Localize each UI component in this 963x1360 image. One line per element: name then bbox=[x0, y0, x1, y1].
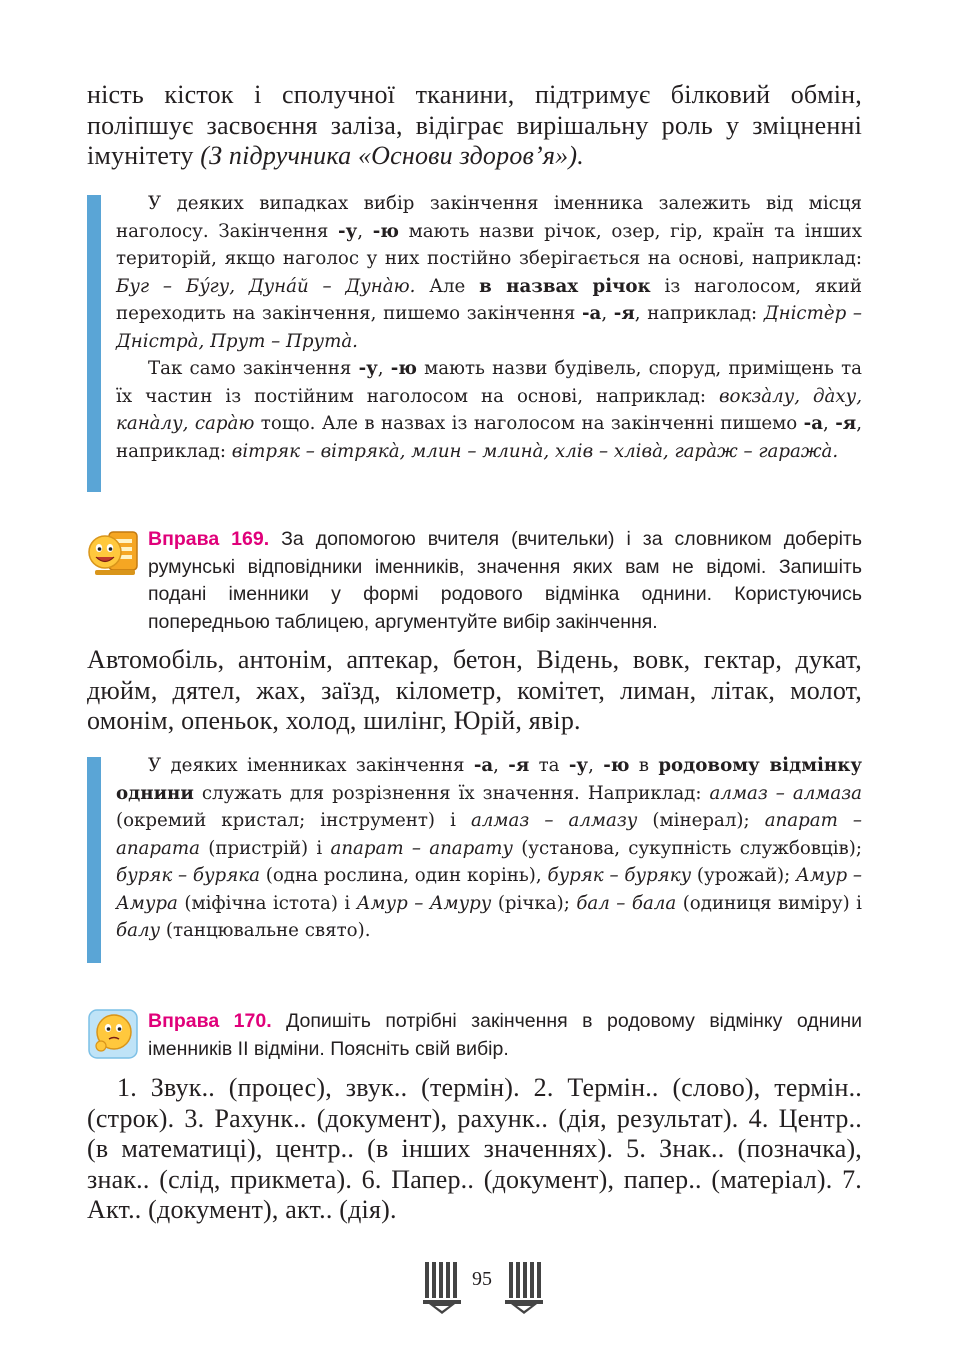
thinking-smiley-icon bbox=[87, 1008, 139, 1060]
exercise-169-text: Вправа 169. За допомогою вчителя (вчительки) і за словником доберіть румунські відповідники іменників, значення яких вам не відомі. Запишіть подані іменники у формі родового відмінка однини. Користуючись попередньою таблицею, аргументуйте вибір закінчення. bbox=[148, 528, 862, 633]
rule-box-2 bbox=[87, 752, 862, 945]
exercise-170-text: Вправа 170. Допишіть потрібні закінчення в родовому відмінку однини іменників II відміни. Поясніть свій вибір. bbox=[148, 1010, 862, 1060]
page-number: 95 bbox=[472, 1268, 492, 1290]
exercise-169 bbox=[87, 526, 862, 636]
exercise-169-title: Вправа 169. bbox=[148, 528, 270, 550]
rule1-paragraph-2: Так само закінчення -у, -ю мають назви будівель, споруд, приміщень та їх частин із постійним наголосом на основі, наприклад: вокзàлу, дàху, канàлу, сарàю тощо. Але в назвах із наголосом на закінченні пишемо -а, -я, наприклад: вітряк – вітрякà, млин – млинà, хлів – хлівà, гарàж – гаражà. bbox=[116, 358, 862, 462]
folk-ornament-icon bbox=[503, 1258, 545, 1314]
folk-ornament-icon bbox=[421, 1258, 463, 1314]
intro-paragraph bbox=[87, 80, 862, 172]
rule-box-1 bbox=[87, 190, 862, 465]
page-footer bbox=[0, 1258, 963, 1318]
exercise-170-title: Вправа 170. bbox=[148, 1010, 272, 1032]
intro-source: (З підручника «Основи здоров’я»). bbox=[200, 141, 584, 170]
rule2-paragraph: У деяких іменниках закінчення -а, -я та -у, -ю в родовому відмінку однини служать для розрізнення їх значення. Наприклад: алмаз – алмаза (окремий кристал; інструмент) і алмаз – алмазу (мінерал); апарат – апарата (пристрій) і апарат – апарату (установа, сукупність службовців); буряк – буряка (одна рослина, один корінь), буряк – буряку (урожай); Амур – Амура (міфічна істота) і Амур – Амуру (річка); бал – бала (одиниця виміру) і балу (танцювальне свято). bbox=[116, 755, 862, 941]
rule1-paragraph-1: У деяких випадках вибір закінчення іменника залежить від місця наголосу. Закінчення -у, -ю мають назви річок, озер, гір, країн та інших територій, якщо наголос у них постійно зберігається на основі, наприклад: Буг – Бýгу, Дунáй – Дунàю. Але в назвах річок із наголосом, який переходить на закінчення, пишемо закінчення -а, -я, наприклад: Дністèр – Дністрà, Прут – Прутà. bbox=[116, 193, 862, 352]
book-smiley-icon bbox=[87, 526, 139, 578]
task-170-text: 1. Звук.. (процес), звук.. (термін). 2. Термін.. (слово), термін.. (строк). 3. Рахунк.. (документ), рахунк.. (дія, результат). 4. Центр.. (в математиці), центр.. (в інших значеннях). 5. Знак.. (позначка), знак.. (слід, прикмета). 6. Папер.. (документ), папер.. (матеріал). 7. Акт.. (документ), акт.. (дія). bbox=[87, 1073, 862, 1224]
intro-text: ність кісток і сполучної тканини, підтримує білковий обмін, поліпшує засвоєння заліза, відіграє вирішальну роль у зміцненні імунітету bbox=[87, 80, 862, 170]
word-list: Автомобіль, антонім, аптекар, бетон, Відень, вовк, гектар, дукат, дюйм, дятел, жах, заїзд, кілометр, комітет, лиман, літак, молот, омонім, опеньок, холод, шилінг, Юрій, явір. bbox=[87, 645, 862, 735]
exercise-170 bbox=[87, 1008, 862, 1063]
